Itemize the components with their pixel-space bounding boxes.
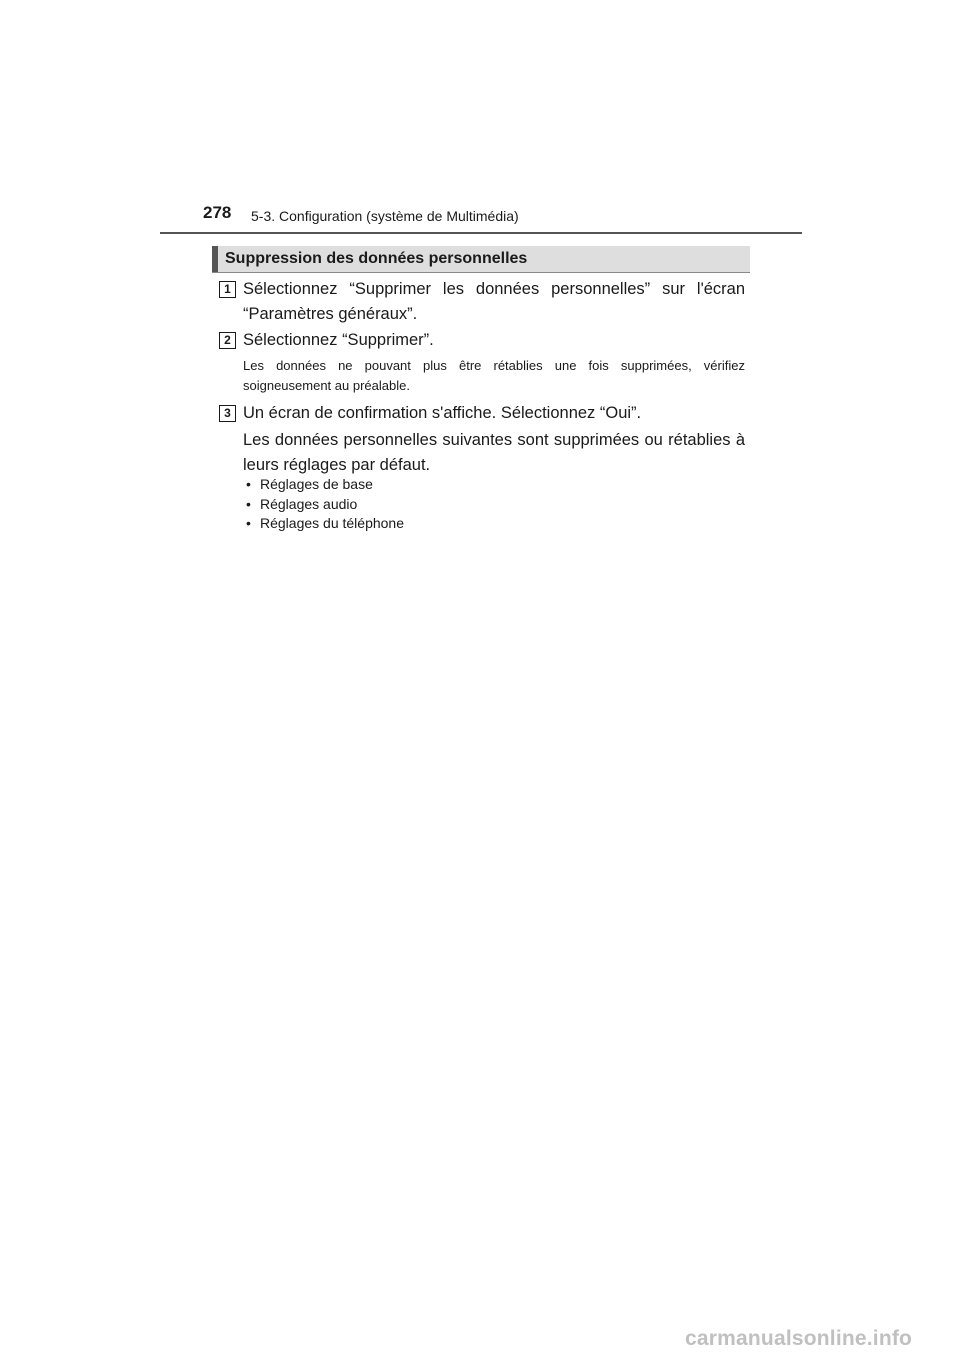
- step-1-number: 1: [219, 281, 236, 298]
- watermark: carmanualsonline.info: [685, 1327, 913, 1350]
- page-number: 278: [203, 203, 232, 222]
- step-3-followup: Les données personnelles suivantes sont supprimées ou rétablies à leurs réglages par défaut.: [243, 431, 745, 474]
- list-item: • Réglages du téléphone: [246, 514, 404, 534]
- section-heading-bar: [212, 246, 750, 273]
- step-2-text: Sélectionnez “Supprimer”.: [243, 331, 434, 349]
- list-item: • Réglages audio: [246, 495, 404, 515]
- reset-items-list: [246, 475, 404, 534]
- step-3-text: Un écran de confirmation s'affiche. Sélectionnez “Oui”.: [243, 404, 642, 422]
- list-item: • Réglages de base: [246, 475, 404, 495]
- step-2-note: Les données ne pouvant plus être rétablies une fois supprimées, vérifiez soigneusement au préalable.: [243, 358, 745, 393]
- section-title: Suppression des données personnelles: [225, 250, 528, 267]
- header-rule: [160, 232, 802, 234]
- section-accent: [212, 246, 218, 272]
- step-2-number: 2: [219, 332, 236, 349]
- step-1-text: Sélectionnez “Supprimer les données personnelles” sur l'écran “Paramètres généraux”.: [243, 280, 745, 323]
- step-3-number: 3: [219, 405, 236, 422]
- running-header: 5-3. Configuration (système de Multimédia): [251, 208, 519, 224]
